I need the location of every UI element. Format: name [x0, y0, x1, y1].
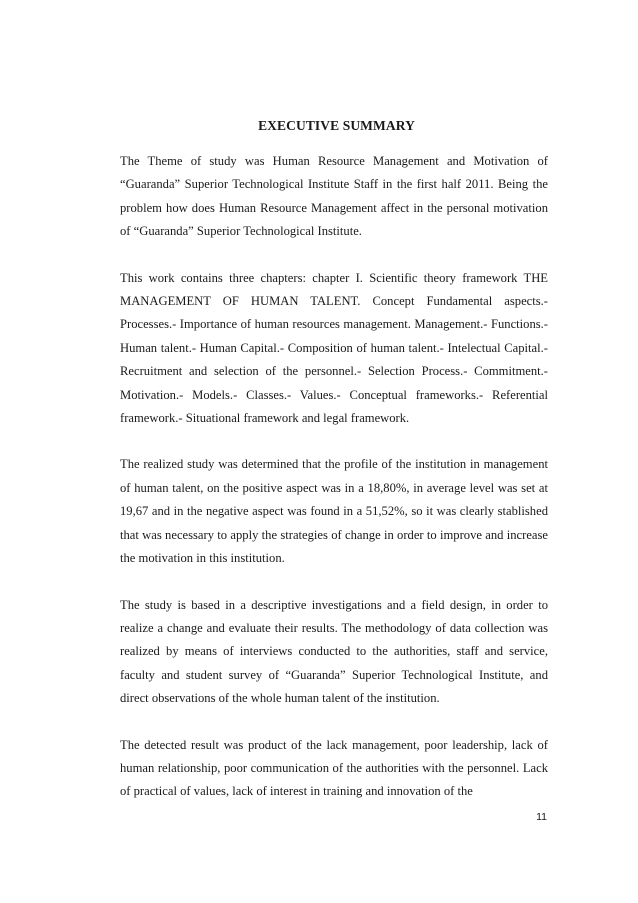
- paragraph-methodology: The study is based in a descriptive investigations and a field design, in order to realize a change and evaluate their results. The methodology of data collection was realized by means of interviews conducted to the authorities, staff and service, faculty and student survey of “Guaranda” Superior Technological Institute, and direct observations of the whole human talent of the institution.: [120, 597, 548, 706]
- page-number: 11: [536, 811, 547, 823]
- paragraph-detected-result: The detected result was product of the lack management, poor leadership, lack of human relationship, poor communication of the authorities with the personnel. Lack of practical of values, lack of interest in training and innovation of the: [120, 737, 548, 799]
- paragraph-results: The realized study was determined that the profile of the institution in management of human talent, on the positive aspect was in a 18,80%, in average level was set at 19,67 and in the negative aspect was found in a 51,52%, so it was clearly stablished that was necessary to apply the strategies of change in order to improve and increase the motivation in this institution.: [120, 457, 548, 566]
- paragraph-chapters: This work contains three chapters: chapter I. Scientific theory framework THE MANAGEMENT OF HUMAN TALENT. Concept Fundamental aspects.- Processes.- Importance of human resources management. Management.- Functions.- Human talent.- Human Capital.- Composition of human talent.- Intelectual Capital.- Recruitment and selection of the personnel.- Selection Process.- Commitment.- Motivation.- Models.- Classes.- Values.- Conceptual frameworks.- Referential framework.- Situational framework and legal framework.: [120, 270, 548, 426]
- body-text: [120, 150, 548, 827]
- paragraph-theme: The Theme of study was Human Resource Management and Motivation of “Guaranda” Superior Technological Institute Staff in the first half 2011. Being the problem how does Human Resource Management affect in the personal motivation of “Guaranda” Superior Technological Institute.: [120, 154, 548, 239]
- page-title: EXECUTIVE SUMMARY: [258, 118, 415, 133]
